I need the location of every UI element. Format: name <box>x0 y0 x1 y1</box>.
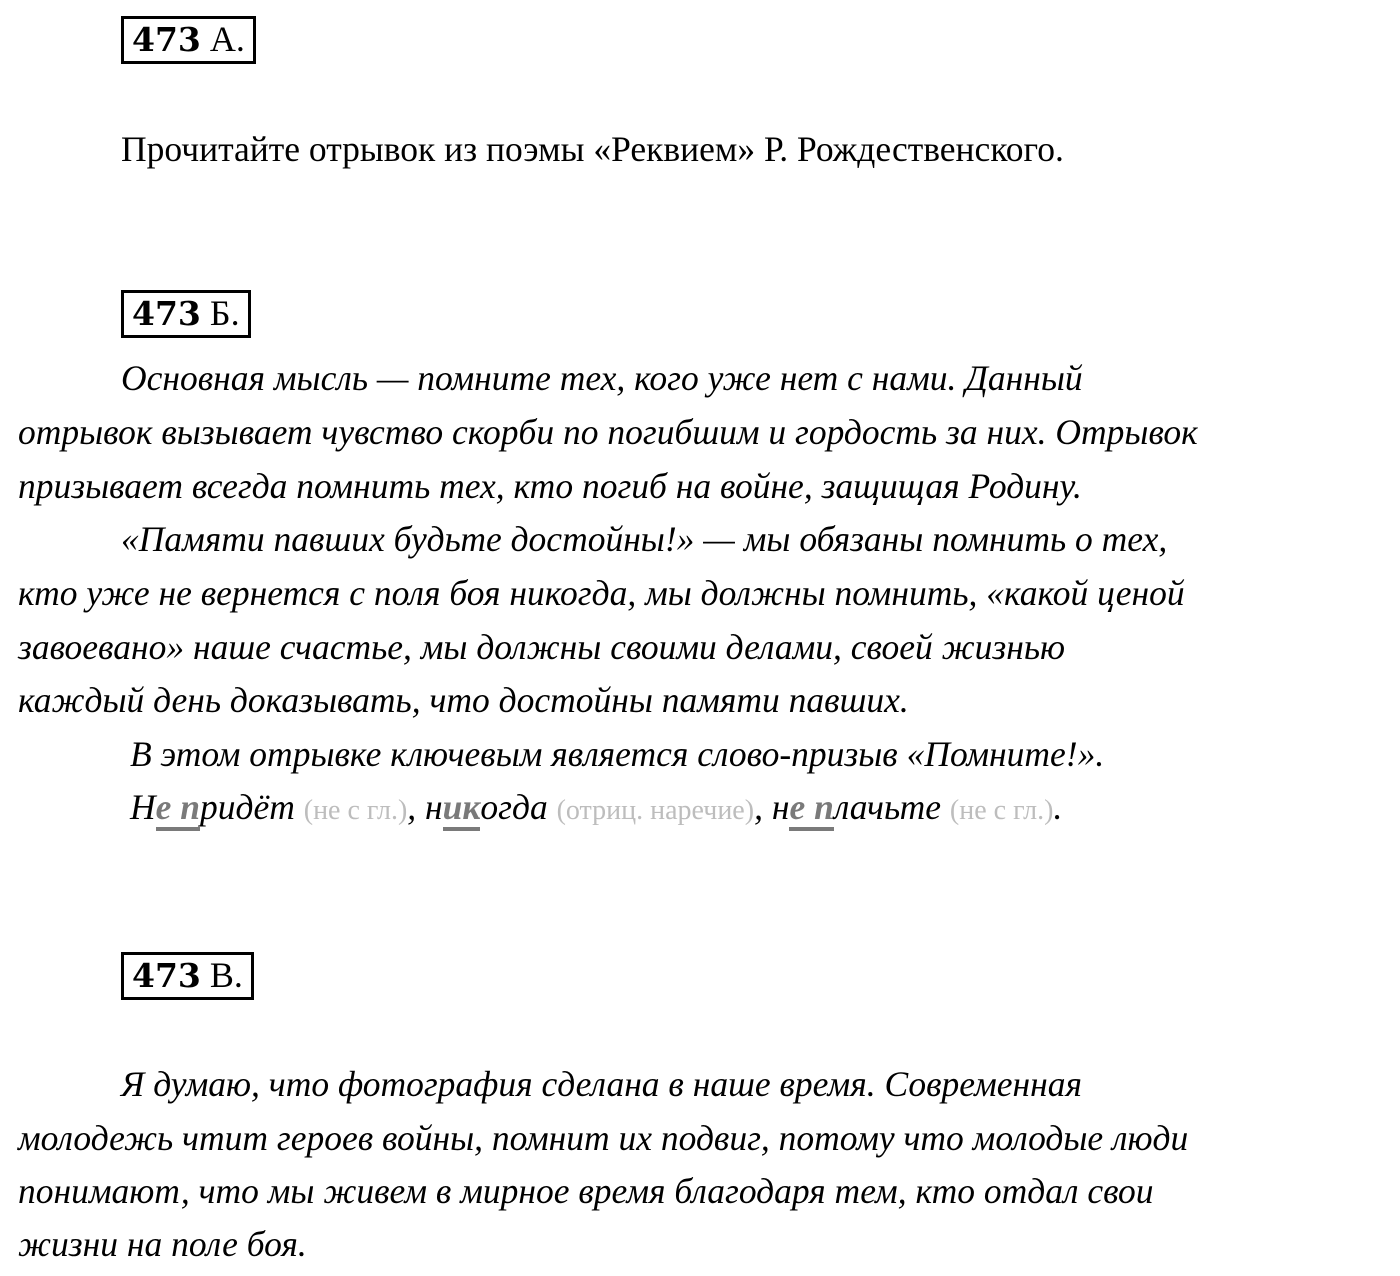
spelling-highlight: е п <box>156 787 200 831</box>
exercise-label-c <box>121 952 254 1000</box>
answer-line: завоевано» наше счастье, мы должны своими делами, своей жизнью <box>18 627 1066 667</box>
answer-line: понимают, что мы живем в мирное время благодаря тем, кто отдал свои <box>18 1171 1154 1211</box>
spelling-analysis-line: Не придёт (не с гл.), никогда (отриц. наречие), не плачьте (не с гл.). <box>130 787 1062 831</box>
word-nikogda: никогда <box>425 787 548 831</box>
exercise-label-a <box>121 16 256 64</box>
answer-line: отрывок вызывает чувство скорби по погибшим и гордость за них. Отрывок <box>18 412 1198 452</box>
answer-line: кто уже не вернется с поля боя никогда, мы должны помнить, «какой ценой <box>18 573 1185 613</box>
exercise-number: 473 <box>132 20 201 59</box>
answer-line: жизни на поле боя. <box>18 1224 307 1264</box>
spelling-highlight: ик <box>443 787 481 831</box>
answer-line: Основная мысль — помните тех, кого уже нет с нами. Данный <box>121 358 1083 398</box>
exercise-letter: Б. <box>200 293 240 333</box>
answer-line: призывает всегда помнить тех, кто погиб на войне, защищая Родину. <box>18 466 1082 506</box>
exercise-letter: В. <box>200 955 243 995</box>
task-text-a: Прочитайте отрывок из поэмы «Реквием» Р. Рождественского. <box>121 129 1064 169</box>
grammar-note: (не с гл.) <box>949 795 1054 826</box>
exercise-label-b <box>121 290 251 338</box>
grammar-note: (не с гл.) <box>303 795 408 826</box>
answer-line: Я думаю, что фотография сделана в наше время. Современная <box>121 1064 1083 1104</box>
word-ne-plachte: не плачьте <box>772 787 941 831</box>
answer-line: «Памяти павших будьте достойны!» — мы обязаны помнить о тех, <box>121 519 1168 559</box>
spelling-highlight: е п <box>789 787 833 831</box>
exercise-number: 473 <box>132 294 201 333</box>
exercise-number: 473 <box>132 956 201 995</box>
answer-line: молодежь чтит героев войны, помнит их подвиг, потому что молодые люди <box>18 1118 1189 1158</box>
word-ne-pridet: Не придёт <box>130 787 295 831</box>
exercise-letter: А. <box>200 19 245 59</box>
answer-line: В этом отрывке ключевым является слово-призыв «Помните!». <box>130 734 1105 774</box>
answer-line: каждый день доказывать, что достойны памяти павших. <box>18 680 909 720</box>
grammar-note: (отриц. наречие) <box>556 795 755 826</box>
